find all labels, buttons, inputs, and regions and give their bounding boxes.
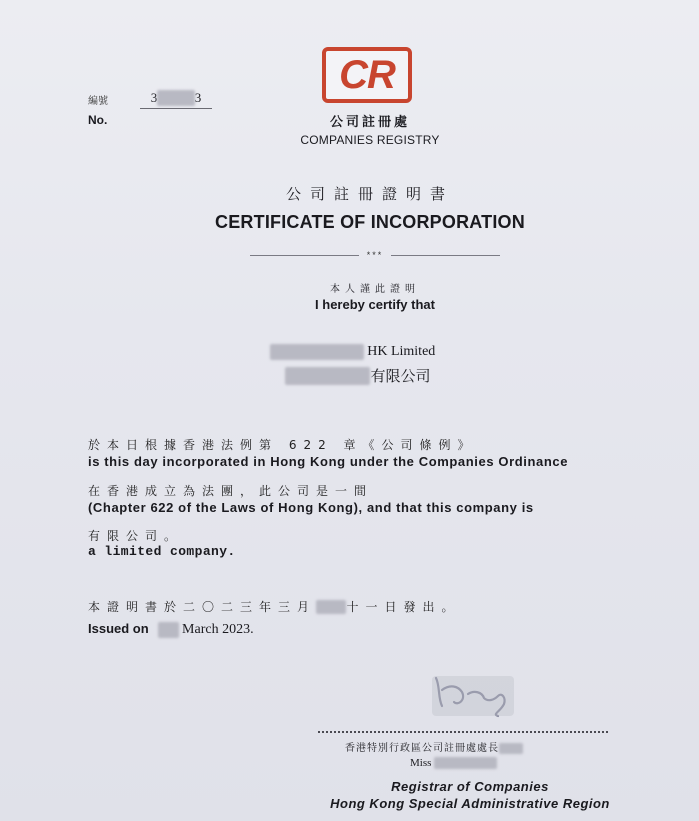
registrar-signature bbox=[428, 672, 518, 720]
issued-cn-before: 本證明書於二〇二三年三月 bbox=[88, 600, 317, 614]
body-line3-cn: 有限公司。 bbox=[88, 529, 184, 543]
issued-cn-after: 十一日發出。 bbox=[346, 600, 461, 614]
registrar-name bbox=[410, 757, 497, 769]
certificate-title-en: CERTIFICATE OF INCORPORATION bbox=[215, 212, 525, 232]
certify-statement-en: I hereby certify that bbox=[315, 297, 435, 312]
company-name-cn bbox=[285, 365, 430, 386]
redacted-issued-day-en bbox=[158, 622, 178, 638]
issued-date-suffix: March 2023 bbox=[182, 622, 251, 637]
companies-registry-logo bbox=[322, 47, 412, 103]
company-name-en bbox=[270, 344, 435, 360]
body-line2-en: (Chapter 622 of the Laws of Hong Kong), and that this company is bbox=[88, 500, 534, 515]
body-line2-cn: 在香港成立為法團，此公司是一間 bbox=[88, 484, 374, 498]
certificate-number bbox=[140, 90, 212, 109]
body-line1-cn: 於本日根據香港法例第 622 章《公司條例》 bbox=[88, 438, 477, 452]
company-name-en-suffix: HK Limited bbox=[367, 344, 436, 359]
registrar-title-en: Registrar of Companies bbox=[391, 779, 549, 794]
registrar-region-en: Hong Kong Special Administrative Region bbox=[330, 796, 610, 811]
certificate-number-prefix: 3 bbox=[150, 90, 158, 105]
number-label-cn: 編號 bbox=[88, 96, 108, 107]
signature-dotted-line bbox=[318, 731, 608, 733]
registry-name-en: COMPANIES REGISTRY bbox=[300, 133, 440, 147]
title-divider bbox=[250, 250, 500, 260]
issued-period: . bbox=[250, 622, 254, 637]
certify-statement-cn: 本人謹此證明 bbox=[330, 284, 420, 295]
certificate-title-cn: 公司註冊證明書 bbox=[285, 185, 454, 203]
issued-label-en: Issued on bbox=[88, 621, 149, 636]
body-line1-en: is this day incorporated in Hong Kong under the Companies Ordinance bbox=[88, 454, 569, 469]
issued-statement-cn bbox=[88, 598, 460, 615]
number-label-en: No. bbox=[88, 113, 108, 127]
certificate-number-suffix: 3 bbox=[194, 90, 202, 105]
company-name-cn-suffix: 有限公司 bbox=[370, 367, 431, 385]
registry-name-cn: 公司註冊處 bbox=[329, 115, 410, 130]
redacted-company-name-en bbox=[270, 344, 364, 360]
logo-text: CR bbox=[339, 52, 395, 97]
registrar-title-cn-text: 香港特別行政區公司註冊處處長 bbox=[345, 743, 499, 754]
divider-line-right bbox=[391, 255, 500, 256]
body-line3-en: a limited company. bbox=[88, 544, 236, 559]
divider-line-left bbox=[250, 255, 359, 256]
issued-date-en bbox=[158, 622, 253, 637]
redacted-registrar-name-en bbox=[434, 757, 497, 769]
redacted-company-name-cn bbox=[285, 367, 370, 385]
redacted-registrar-name-cn bbox=[499, 743, 523, 754]
redacted-number bbox=[157, 90, 195, 106]
issued-statement-en bbox=[88, 621, 254, 638]
registrar-honorific: Miss bbox=[410, 757, 432, 769]
redacted-issued-day-cn bbox=[316, 600, 346, 614]
divider-stars: *** bbox=[366, 250, 384, 260]
registrar-title-cn bbox=[345, 739, 523, 754]
